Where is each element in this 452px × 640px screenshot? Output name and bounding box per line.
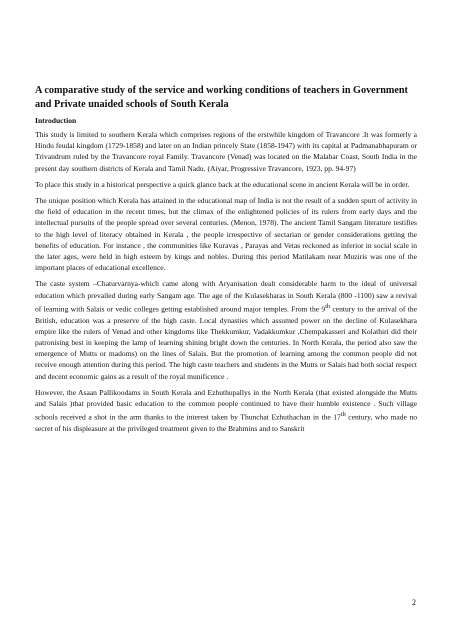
- paragraph-text: century, who made no secret of his displeasure at the privileged treatment given to the Brahmins and to Sanskrit: [35, 412, 417, 433]
- paragraph: The unique position which Kerala has attained in the educational map of India is not the result of a sudden spurt of activity in the field of education in the recent times, but the climax of the enlightened policies of its rulers from early days and the intellectual pursuits of the people spread over several centuries. (Menon, 1978). The ancient Tamil Sangam literature testifies to the high level of literacy obtained in Kerala , the people irrespective of sectarian or gender considerations getting the benefits of education. For instance , the communities like Kuravas , Parayas and Vetas reckoned as inferior in social scale in the later ages, were held in high esteem by kings and nobles. During this period Matilakam near Muziris was one of the important places of educational excellence.: [35, 196, 417, 273]
- paragraph-text: century to the arrival of the British, education was a preserve of the high caste. Local dynasties which assumed power on the decline of Kulasekhara empire like the rulers of Venad and other kingdoms like Thekkumkur, Vadakkumkur ,Chempakasseri and Kolathiri did their patronising best in keeping the lamp of learning shining bright down the centuries. In North Kerala, the period also saw the emergence of Mutts or madoms) on the lines of Salais. But the promotion of learning among the common people did not receive enough attention during this period. The high caste teachers and students in the Mutts or Salais had both social respect and decent economic gains as a result of the royal munificence .: [35, 304, 417, 381]
- paragraph: [35, 278, 417, 381]
- paragraph-text: However, the Asaan Pallikoodams in South Kerala and Ezhuthupallys in the North Kerala (that existed alongside the Mutts and Salais )that provided basic education to the common people continued to have their humble existence . Such village schools received a shot in the arm thanks to the interest taken by Thunchat Ezhuthachan in the 17: [35, 387, 417, 422]
- superscript: th: [340, 411, 346, 419]
- section-heading: Introduction: [35, 116, 77, 125]
- paragraph-text: The caste system –Chaturvarnya-which came along with Aryanisation dealt considerable harm to the ideal of universal education which prevailed during early Sangam age. The age of the Kulasekharas in South Kerala (800 -1100) saw a revival of learning with Salais or vedic colleges getting established around major temples. From the 9: [35, 279, 417, 314]
- paragraph: This study is limited to southern Kerala which comprises regions of the erstwhile kingdom of Travancore .It was formerly a Hindu feudal kingdom (1729-1858) and later on an Indian princely State (1858-1947) with its capital at Padmanabhapuram or Trivandrum ruled by the Travancore royal Family. Travancore (Venad) was located on the Malabar Coast, South India in the present day southern districts of Kerala and Tamil Nadu. (Aiyar, Progressive Travancore, 1923, pp. 94-97): [35, 130, 417, 173]
- paragraph: [35, 387, 417, 434]
- page-number: 2: [412, 598, 416, 607]
- paper-title: A comparative study of the service and working conditions of teachers in Government and Private unaided schools of South Kerala: [35, 85, 408, 110]
- superscript: th: [325, 302, 331, 310]
- paragraph: To place this study in a historical perspective a quick glance back at the educational scene in ancient Kerala will be in order.: [35, 179, 410, 189]
